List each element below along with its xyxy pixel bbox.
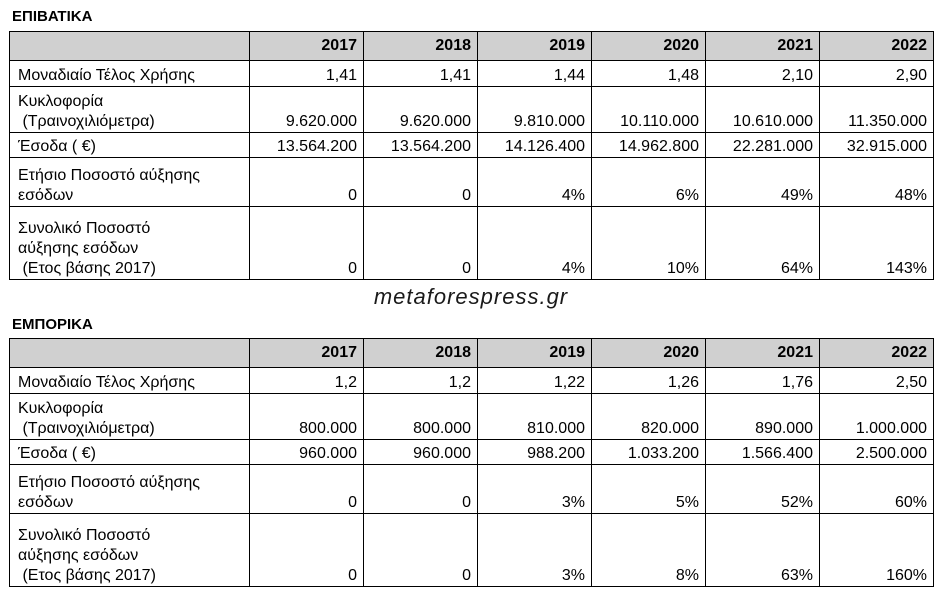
value-cell: 0 [250, 207, 364, 280]
row-label [10, 514, 250, 587]
year-header: 2020 [592, 339, 706, 368]
row-label-line: Συνολικό Ποσοστό [18, 220, 151, 237]
value-cell: 0 [250, 158, 364, 207]
value-cell: 10% [592, 207, 706, 280]
table-row [10, 514, 934, 587]
value-cell: 22.281.000 [706, 133, 820, 158]
year-header: 2019 [478, 339, 592, 368]
value-cell: 10.610.000 [706, 87, 820, 133]
value-cell: 64% [706, 207, 820, 280]
section-title-freight: ΕΜΠΟΡΙΚΑ [12, 316, 93, 333]
value-cell: 13.564.200 [364, 133, 478, 158]
value-cell: 32.915.000 [820, 133, 934, 158]
table-row [10, 133, 934, 158]
row-label-line: Έσοδα ( €) [18, 138, 96, 155]
year-header: 2021 [706, 32, 820, 61]
value-cell: 1,26 [592, 368, 706, 394]
table-row [10, 368, 934, 394]
value-cell: 0 [250, 465, 364, 514]
watermark: metaforespress.gr [373, 284, 569, 309]
row-label [10, 133, 250, 158]
year-header: 2021 [706, 339, 820, 368]
value-cell: 1.033.200 [592, 440, 706, 465]
value-cell: 2,50 [820, 368, 934, 394]
header-empty-cell [10, 32, 250, 61]
value-cell: 800.000 [250, 394, 364, 440]
value-cell: 0 [364, 514, 478, 587]
row-label-line: (Τραινοχιλιόμετρα) [18, 420, 155, 437]
row-label-line: (Ετος βάσης 2017) [18, 567, 156, 584]
value-cell: 13.564.200 [250, 133, 364, 158]
row-label [10, 440, 250, 465]
row-label-line: Συνολικό Ποσοστό [18, 527, 151, 544]
value-cell: 1,48 [592, 61, 706, 87]
value-cell: 9.620.000 [250, 87, 364, 133]
freight-table [9, 338, 934, 587]
year-header: 2022 [820, 339, 934, 368]
value-cell: 1,76 [706, 368, 820, 394]
value-cell: 4% [478, 158, 592, 207]
value-cell: 14.962.800 [592, 133, 706, 158]
value-cell: 1,41 [364, 61, 478, 87]
year-header: 2019 [478, 32, 592, 61]
row-label [10, 465, 250, 514]
value-cell: 800.000 [364, 394, 478, 440]
passenger-table [9, 31, 934, 280]
value-cell: 160% [820, 514, 934, 587]
value-cell: 9.620.000 [364, 87, 478, 133]
table-row [10, 465, 934, 514]
value-cell: 14.126.400 [478, 133, 592, 158]
value-cell: 0 [364, 207, 478, 280]
row-label [10, 207, 250, 280]
table-row [10, 87, 934, 133]
header-row [10, 339, 934, 368]
row-label [10, 394, 250, 440]
row-label-line: (Ετος βάσης 2017) [18, 260, 156, 277]
row-label-line: εσόδων [18, 494, 74, 511]
value-cell: 890.000 [706, 394, 820, 440]
value-cell: 2.500.000 [820, 440, 934, 465]
value-cell: 63% [706, 514, 820, 587]
value-cell: 1,41 [250, 61, 364, 87]
value-cell: 4% [478, 207, 592, 280]
row-label [10, 61, 250, 87]
row-label-line: Ετήσιο Ποσοστό αύξησης [18, 474, 200, 491]
value-cell: 143% [820, 207, 934, 280]
row-label-line: Μοναδιαίο Τέλος Χρήσης [18, 67, 195, 84]
table-row [10, 440, 934, 465]
value-cell: 60% [820, 465, 934, 514]
value-cell: 11.350.000 [820, 87, 934, 133]
value-cell: 1,2 [364, 368, 478, 394]
value-cell: 2,90 [820, 61, 934, 87]
value-cell: 3% [478, 465, 592, 514]
table-row [10, 207, 934, 280]
value-cell: 48% [820, 158, 934, 207]
row-label [10, 368, 250, 394]
value-cell: 1,44 [478, 61, 592, 87]
value-cell: 3% [478, 514, 592, 587]
row-label-line: Μοναδιαίο Τέλος Χρήσης [18, 374, 195, 391]
value-cell: 6% [592, 158, 706, 207]
value-cell: 0 [250, 514, 364, 587]
row-label-line: (Τραινοχιλιόμετρα) [18, 113, 155, 130]
row-label-line: εσόδων [18, 187, 74, 204]
table-row [10, 394, 934, 440]
row-label-line: Κυκλοφορία [18, 400, 104, 417]
year-header: 2022 [820, 32, 934, 61]
row-label [10, 87, 250, 133]
row-label-line: αύξησης εσόδων [18, 240, 139, 257]
value-cell: 2,10 [706, 61, 820, 87]
value-cell: 0 [364, 158, 478, 207]
value-cell: 988.200 [478, 440, 592, 465]
table-row [10, 61, 934, 87]
value-cell: 1,22 [478, 368, 592, 394]
year-header: 2018 [364, 339, 478, 368]
row-label [10, 158, 250, 207]
header-empty-cell [10, 339, 250, 368]
row-label-line: Ετήσιο Ποσοστό αύξησης [18, 167, 200, 184]
value-cell: 1.566.400 [706, 440, 820, 465]
row-label-line: Κυκλοφορία [18, 93, 104, 110]
section-title-passenger: ΕΠΙΒΑΤΙΚΑ [12, 8, 93, 25]
year-header: 2020 [592, 32, 706, 61]
value-cell: 9.810.000 [478, 87, 592, 133]
row-label-line: Έσοδα ( €) [18, 445, 96, 462]
header-row [10, 32, 934, 61]
row-label-line: αύξησης εσόδων [18, 547, 139, 564]
value-cell: 820.000 [592, 394, 706, 440]
table-row [10, 158, 934, 207]
value-cell: 49% [706, 158, 820, 207]
value-cell: 810.000 [478, 394, 592, 440]
year-header: 2018 [364, 32, 478, 61]
value-cell: 0 [364, 465, 478, 514]
value-cell: 5% [592, 465, 706, 514]
value-cell: 1,2 [250, 368, 364, 394]
year-header: 2017 [250, 32, 364, 61]
value-cell: 1.000.000 [820, 394, 934, 440]
value-cell: 52% [706, 465, 820, 514]
value-cell: 960.000 [364, 440, 478, 465]
value-cell: 960.000 [250, 440, 364, 465]
value-cell: 8% [592, 514, 706, 587]
year-header: 2017 [250, 339, 364, 368]
value-cell: 10.110.000 [592, 87, 706, 133]
